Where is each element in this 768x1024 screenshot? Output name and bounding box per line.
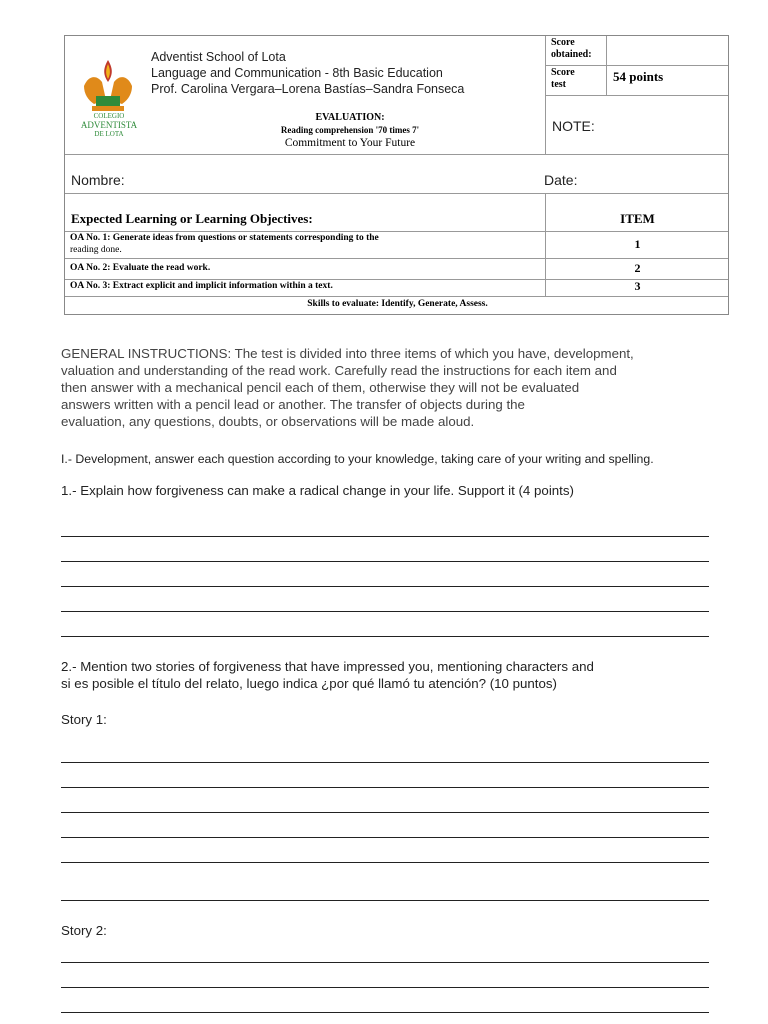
objective-item-number: 2 (634, 261, 641, 275)
answer-line[interactable] (61, 561, 709, 562)
divider (545, 65, 728, 66)
motto: Commitment to Your Future (284, 137, 416, 149)
reading-line: Reading comprehension '70 times 7' (280, 125, 420, 135)
divider (65, 154, 728, 155)
question-1: 1.- Explain how forgiveness can make a radical change in your life. Support it (4 points) (61, 483, 574, 498)
evaluation-title: EVALUATION: (315, 112, 385, 123)
answer-line[interactable] (61, 962, 709, 963)
objective-row: OA No. 3: Extract explicit and implicit information within a text. (70, 281, 333, 291)
answer-line[interactable] (61, 812, 709, 813)
story-1-label: Story 1: (61, 712, 107, 727)
date-label: Date: (544, 172, 578, 188)
answer-line[interactable] (61, 862, 709, 863)
story-2-label: Story 2: (61, 923, 107, 938)
score-obtained-field[interactable] (607, 37, 727, 64)
school-name: Adventist School of Lota (151, 50, 286, 64)
evaluation-block (165, 112, 535, 150)
divider (65, 193, 728, 194)
answer-line[interactable] (61, 837, 709, 838)
objective-row: OA No. 1: Generate ideas from questions or statements corresponding to the reading done. (70, 233, 379, 255)
answer-line[interactable] (61, 586, 709, 587)
school-logo (73, 56, 145, 136)
objective-row: OA No. 2: Evaluate the read work. (70, 263, 211, 273)
answer-line[interactable] (61, 900, 709, 901)
answer-line[interactable] (61, 636, 709, 637)
objectives-header: Expected Learning or Learning Objectives: (71, 211, 313, 226)
answer-line[interactable] (61, 1012, 709, 1013)
answer-line[interactable] (61, 987, 709, 988)
score-test-label: Score test (551, 67, 575, 90)
skills-line: Skills to evaluate: Identify, Generate, Assess. (307, 299, 488, 309)
divider (65, 258, 728, 259)
objective-item-number: 1 (634, 237, 641, 251)
objective-item-number: 3 (634, 279, 641, 293)
note-label: NOTE: (552, 118, 595, 134)
school-info (151, 49, 464, 97)
question-2: 2.- Mention two stories of forgiveness that have impressed you, mentioning characters and si es posible el título del relato, luego indica ¿por qué llamó tu atención? (10 puntos) (61, 659, 594, 691)
score-test-value: 54 points (613, 69, 664, 84)
header-table (64, 35, 729, 315)
answer-line[interactable] (61, 787, 709, 788)
answer-line[interactable] (61, 762, 709, 763)
section-heading: I.- Development, answer each question according to your knowledge, taking care of your writing and spelling. (61, 452, 654, 466)
flame-hands-icon (78, 56, 138, 114)
course-name: Language and Communication - 8th Basic Education (151, 66, 443, 80)
answer-line[interactable] (61, 536, 709, 537)
divider (65, 296, 728, 297)
teachers: Prof. Carolina Vergara–Lorena Bastías–Sandra Fonseca (151, 82, 465, 96)
divider (545, 36, 546, 154)
logo-text: COLEGIO ADVENTISTA DE LOTA (80, 112, 138, 138)
item-header: ITEM (620, 211, 655, 226)
answer-line[interactable] (61, 611, 709, 612)
divider (545, 95, 728, 96)
name-label: Nombre: (71, 172, 125, 188)
general-instructions: GENERAL INSTRUCTIONS: The test is divided into three items of which you have, development, valuation and understanding of the read work. Carefully read the instructions for each item and then answer with a mechanical pencil each of them, otherwise they will not be evaluated answers written with a pencil lead or another. The transfer of objects during the evaluation, any questions, doubts, or observations will be made aloud. (61, 346, 634, 429)
score-obtained-label: Score obtained: (551, 37, 592, 60)
